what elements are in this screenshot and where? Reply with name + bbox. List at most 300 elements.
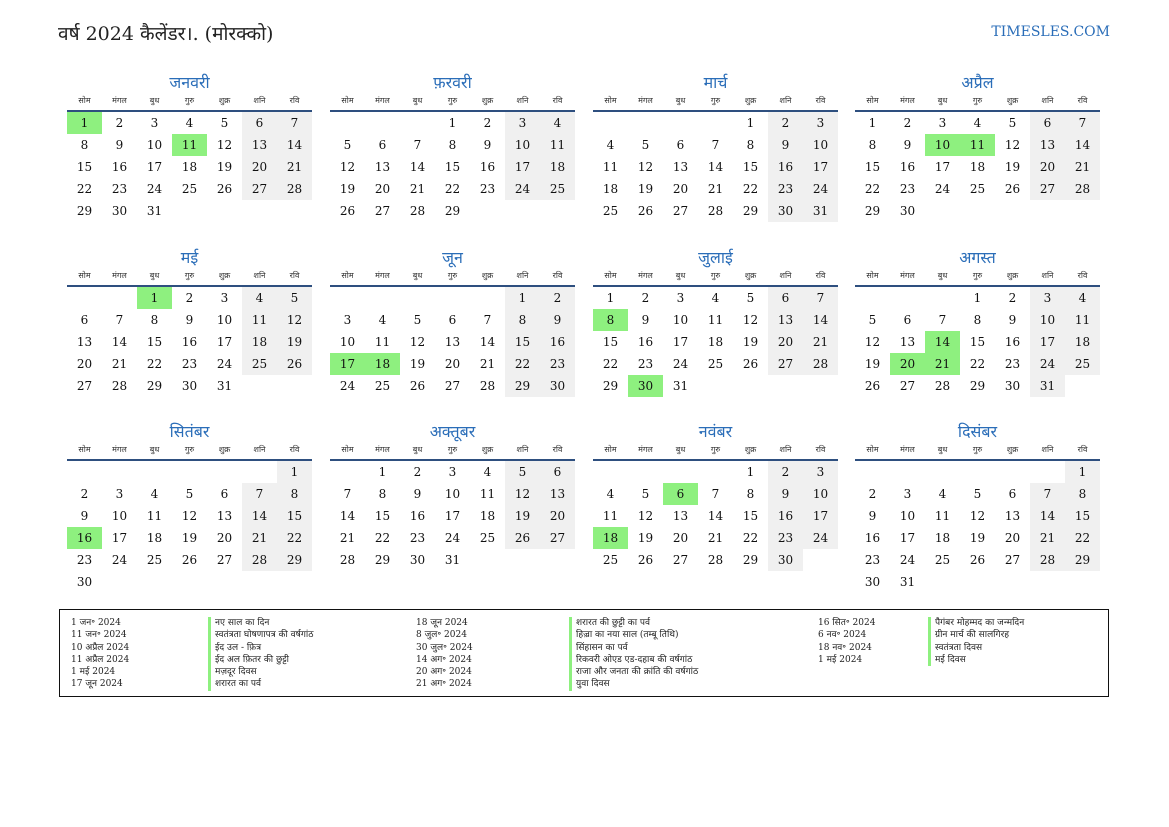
weekday-label: शुक्र xyxy=(1006,271,1019,280)
day-cell: 1 xyxy=(505,287,540,309)
day-cell: 22 xyxy=(1065,527,1100,549)
empty-cell xyxy=(172,461,207,483)
day-cell: 3 xyxy=(343,313,352,327)
day-cell: 3 xyxy=(115,487,124,501)
day-cell: 8 xyxy=(746,487,755,501)
day-cell: 26 xyxy=(216,182,233,196)
day-cell: 28 xyxy=(803,353,838,375)
day-cell: 7 xyxy=(1030,483,1065,505)
weekday-label: सोम xyxy=(604,271,617,280)
day-cell: 9 xyxy=(540,309,575,331)
day-cell: 4 xyxy=(606,487,615,501)
day-cell: 27 xyxy=(444,379,461,393)
day-cell: 4 xyxy=(242,287,277,309)
day-cell: 21 xyxy=(1030,527,1065,549)
day-cell: 22 xyxy=(742,182,759,196)
holiday-name: हिज़्रा का नया साल (तम्बू तिथि) xyxy=(569,629,698,641)
holiday-date: 18 जून 2024 xyxy=(416,618,468,628)
weekday-label: सोम xyxy=(78,96,91,105)
weekday-label: शनि xyxy=(253,271,266,280)
day-cell: 25 xyxy=(707,357,724,371)
month-name: अगस्त xyxy=(959,248,996,267)
days-grid xyxy=(330,287,575,397)
empty-cell xyxy=(330,461,365,483)
weekday-label: सोम xyxy=(341,96,354,105)
holiday-name: राजा और जनता की क्रांति की वर्षगांठ xyxy=(569,666,698,678)
day-cell: 1 xyxy=(746,465,755,479)
holiday-date: 8 जुल॰ 2024 xyxy=(416,630,467,641)
day-cell: 6 xyxy=(676,138,685,152)
holiday-date: 30 जुल॰ 2024 xyxy=(416,642,473,653)
day-cell: 7 xyxy=(711,138,720,152)
day-cell: 28 xyxy=(277,178,312,200)
day-cell: 13 xyxy=(242,134,277,156)
holiday-name: ईद उल - फ़ित्र xyxy=(208,642,314,654)
day-cell: 16 xyxy=(1004,335,1021,349)
month-block xyxy=(593,247,838,397)
day-cell: 2 xyxy=(903,116,912,130)
day-cell: 19 xyxy=(216,160,233,174)
day-cell: 6 xyxy=(903,313,912,327)
day-cell: 16 xyxy=(181,335,198,349)
day-cell: 26 xyxy=(742,357,759,371)
month-block xyxy=(855,421,1100,593)
day-cell: 18 xyxy=(479,509,496,523)
holiday-date: 17 जून 2024 xyxy=(71,679,123,690)
day-cell: 17 xyxy=(444,509,461,523)
day-cell: 11 xyxy=(479,487,496,501)
weekday-header xyxy=(855,269,1100,287)
empty-cell xyxy=(890,287,925,309)
day-cell: 29 xyxy=(602,379,619,393)
day-cell: 19 xyxy=(409,357,426,371)
day-cell: 15 xyxy=(374,509,391,523)
day-cell: 18 xyxy=(181,160,198,174)
day-cell: 20 xyxy=(672,531,689,545)
day-cell: 15 xyxy=(146,335,163,349)
day-cell: 9 xyxy=(185,313,194,327)
weekday-label: बुध xyxy=(675,96,686,105)
days-grid xyxy=(855,461,1100,593)
holiday-name: रिकवरी ओएड एड-दहाब की वर्षगांठ xyxy=(569,654,698,666)
empty-cell xyxy=(995,461,1030,483)
day-cell: 9 xyxy=(483,138,492,152)
holiday-name: ईद अल फ़ितर की छुट्टी xyxy=(208,654,314,666)
weekday-label: बुध xyxy=(149,96,160,105)
day-cell: 8 xyxy=(277,483,312,505)
day-cell: 3 xyxy=(903,487,912,501)
holiday-legend xyxy=(59,609,1109,697)
weekday-label: गुरु xyxy=(184,271,195,280)
weekday-label: शुक्र xyxy=(481,445,494,454)
month-name: अप्रैल xyxy=(961,73,994,92)
day-cell: 10 xyxy=(672,313,689,327)
day-cell: 11 xyxy=(707,313,724,327)
holiday-date: 20 अग॰ 2024 xyxy=(416,667,472,678)
day-cell: 31 xyxy=(146,204,163,218)
day-cell: 8 xyxy=(973,313,982,327)
day-cell: 16 xyxy=(899,160,916,174)
day-cell: 8 xyxy=(378,487,387,501)
holiday-date: 21 अग॰ 2024 xyxy=(416,679,472,690)
day-cell: 8 xyxy=(505,309,540,331)
day-cell: 25 xyxy=(374,379,391,393)
day-cell: 19 xyxy=(277,331,312,353)
day-cell: 23 xyxy=(1004,357,1021,371)
day-cell: 4 xyxy=(378,313,387,327)
day-cell: 11 xyxy=(934,509,951,523)
day-cell: 29 xyxy=(505,375,540,397)
weekday-header xyxy=(593,443,838,461)
day-cell: 14 xyxy=(479,335,496,349)
day-cell: 26 xyxy=(969,553,986,567)
day-cell: 22 xyxy=(742,531,759,545)
holiday-day-cell: 14 xyxy=(925,331,960,353)
weekday-label: शनि xyxy=(253,445,266,454)
day-cell: 30 xyxy=(899,204,916,218)
weekday-label: बुध xyxy=(149,445,160,454)
day-cell: 2 xyxy=(1008,291,1017,305)
day-cell: 4 xyxy=(150,487,159,501)
weekday-label: रवि xyxy=(289,445,300,454)
day-cell: 6 xyxy=(80,313,89,327)
weekday-label: सोम xyxy=(604,96,617,105)
empty-cell xyxy=(400,287,435,309)
weekday-label: शुक्र xyxy=(218,96,231,105)
empty-cell xyxy=(593,112,628,134)
day-cell: 3 xyxy=(1030,287,1065,309)
day-cell: 14 xyxy=(707,509,724,523)
day-cell: 19 xyxy=(969,531,986,545)
day-cell: 20 xyxy=(374,182,391,196)
day-cell: 12 xyxy=(864,335,881,349)
day-cell: 21 xyxy=(409,182,426,196)
day-cell: 11 xyxy=(602,509,619,523)
day-cell: 29 xyxy=(864,204,881,218)
day-cell: 24 xyxy=(216,357,233,371)
day-cell: 6 xyxy=(540,461,575,483)
day-cell: 17 xyxy=(672,335,689,349)
day-cell: 3 xyxy=(803,461,838,483)
day-cell: 14 xyxy=(339,509,356,523)
day-cell: 27 xyxy=(768,353,803,375)
day-cell: 5 xyxy=(1008,116,1017,130)
day-cell: 18 xyxy=(1065,331,1100,353)
weekday-header xyxy=(330,443,575,461)
weekday-label: गुरु xyxy=(447,445,458,454)
day-cell: 22 xyxy=(76,182,93,196)
empty-cell xyxy=(365,112,400,134)
empty-cell xyxy=(1030,461,1065,483)
day-cell: 12 xyxy=(637,160,654,174)
day-cell: 10 xyxy=(146,138,163,152)
day-cell: 18 xyxy=(934,531,951,545)
month-name: मार्च xyxy=(703,73,728,92)
day-cell: 1 xyxy=(606,291,615,305)
day-cell: 9 xyxy=(868,509,877,523)
day-cell: 1 xyxy=(378,465,387,479)
page-title: वर्ष 2024 कैलेंडर।. (मोरक्को) xyxy=(58,23,274,45)
day-cell: 27 xyxy=(216,553,233,567)
holiday-day-cell: 17 xyxy=(330,353,365,375)
days-grid xyxy=(67,112,312,222)
empty-cell xyxy=(330,287,365,309)
holiday-names-col-1 xyxy=(208,617,314,691)
weekday-label: बुध xyxy=(412,271,423,280)
day-cell: 27 xyxy=(672,553,689,567)
day-cell: 22 xyxy=(602,357,619,371)
day-cell: 9 xyxy=(903,138,912,152)
weekday-label: मंगल xyxy=(375,96,390,105)
day-cell: 20 xyxy=(540,505,575,527)
month-block xyxy=(593,72,838,222)
holiday-date: 6 नव॰ 2024 xyxy=(818,630,867,641)
day-cell: 8 xyxy=(448,138,457,152)
month-name: नवंबर xyxy=(698,422,733,441)
weekday-label: शुक्र xyxy=(218,445,231,454)
empty-cell xyxy=(365,287,400,309)
day-cell: 7 xyxy=(711,487,720,501)
day-cell: 23 xyxy=(637,357,654,371)
weekday-header xyxy=(67,94,312,112)
day-cell: 13 xyxy=(1030,134,1065,156)
holiday-day-cell: 20 xyxy=(890,353,925,375)
day-cell: 15 xyxy=(1065,505,1100,527)
day-cell: 15 xyxy=(277,505,312,527)
day-cell: 31 xyxy=(672,379,689,393)
day-cell: 22 xyxy=(374,531,391,545)
day-cell: 25 xyxy=(602,553,619,567)
day-cell: 27 xyxy=(672,204,689,218)
holiday-name: मई दिवस xyxy=(928,654,1024,666)
day-cell: 27 xyxy=(1004,553,1021,567)
weekday-label: गुरु xyxy=(184,445,195,454)
day-cell: 23 xyxy=(111,182,128,196)
weekday-label: सोम xyxy=(604,445,617,454)
weekday-label: रवि xyxy=(1077,96,1088,105)
day-cell: 5 xyxy=(343,138,352,152)
day-cell: 21 xyxy=(277,156,312,178)
weekday-label: बुध xyxy=(937,271,948,280)
day-cell: 4 xyxy=(711,291,720,305)
day-cell: 20 xyxy=(216,531,233,545)
month-block xyxy=(67,247,312,397)
days-grid xyxy=(593,112,838,222)
day-cell: 1 xyxy=(868,116,877,130)
day-cell: 16 xyxy=(768,156,803,178)
day-cell: 2 xyxy=(80,487,89,501)
day-cell: 22 xyxy=(146,357,163,371)
day-cell: 4 xyxy=(1065,287,1100,309)
weekday-label: सोम xyxy=(341,445,354,454)
day-cell: 19 xyxy=(637,531,654,545)
month-block xyxy=(67,72,312,222)
day-cell: 7 xyxy=(803,287,838,309)
day-cell: 29 xyxy=(277,549,312,571)
holiday-date: 11 जन॰ 2024 xyxy=(71,630,127,641)
weekday-label: मंगल xyxy=(112,445,127,454)
day-cell: 12 xyxy=(181,509,198,523)
days-grid xyxy=(855,287,1100,397)
day-cell: 11 xyxy=(1065,309,1100,331)
empty-cell xyxy=(435,287,470,309)
day-cell: 8 xyxy=(868,138,877,152)
empty-cell xyxy=(890,461,925,483)
day-cell: 16 xyxy=(111,160,128,174)
site-link[interactable]: TIMESLES.COM xyxy=(991,24,1110,40)
day-cell: 11 xyxy=(602,160,619,174)
day-cell: 10 xyxy=(216,313,233,327)
day-cell: 26 xyxy=(1004,182,1021,196)
day-cell: 30 xyxy=(1004,379,1021,393)
month-name: सितंबर xyxy=(169,422,210,441)
day-cell: 30 xyxy=(181,379,198,393)
month-block xyxy=(330,72,575,222)
day-cell: 5 xyxy=(220,116,229,130)
day-cell: 12 xyxy=(409,335,426,349)
day-cell: 6 xyxy=(220,487,229,501)
day-cell: 6 xyxy=(378,138,387,152)
day-cell: 23 xyxy=(864,553,881,567)
day-cell: 1 xyxy=(277,461,312,483)
day-cell: 25 xyxy=(969,182,986,196)
day-cell: 13 xyxy=(374,160,391,174)
day-cell: 14 xyxy=(1065,134,1100,156)
weekday-label: मंगल xyxy=(900,96,915,105)
day-cell: 28 xyxy=(111,379,128,393)
day-cell: 19 xyxy=(637,182,654,196)
month-block xyxy=(855,247,1100,397)
day-cell: 18 xyxy=(707,335,724,349)
day-cell: 22 xyxy=(505,353,540,375)
day-cell: 13 xyxy=(540,483,575,505)
day-cell: 26 xyxy=(339,204,356,218)
day-cell: 16 xyxy=(540,331,575,353)
day-cell: 29 xyxy=(444,204,461,218)
day-cell: 28 xyxy=(242,549,277,571)
holiday-date: 1 मई 2024 xyxy=(818,654,863,665)
day-cell: 12 xyxy=(277,309,312,331)
empty-cell xyxy=(663,461,698,483)
day-cell: 29 xyxy=(146,379,163,393)
weekday-label: शनि xyxy=(253,96,266,105)
day-cell: 5 xyxy=(868,313,877,327)
day-cell: 2 xyxy=(540,287,575,309)
day-cell: 23 xyxy=(479,182,496,196)
day-cell: 2 xyxy=(115,116,124,130)
day-cell: 25 xyxy=(602,204,619,218)
month-name: मई xyxy=(180,248,199,267)
empty-cell xyxy=(330,112,365,134)
day-cell: 7 xyxy=(483,313,492,327)
day-cell: 25 xyxy=(146,553,163,567)
holiday-day-cell: 30 xyxy=(628,375,663,397)
holiday-date: 14 अग॰ 2024 xyxy=(416,654,472,665)
weekday-label: रवि xyxy=(289,271,300,280)
day-cell: 15 xyxy=(742,160,759,174)
weekday-label: शनि xyxy=(516,271,529,280)
day-cell: 13 xyxy=(672,509,689,523)
holiday-name: स्वतंत्रता दिवस xyxy=(928,642,1024,654)
day-cell: 24 xyxy=(899,553,916,567)
holiday-date: 16 सित॰ 2024 xyxy=(818,618,876,628)
day-cell: 17 xyxy=(111,531,128,545)
weekday-label: शनि xyxy=(779,271,792,280)
day-cell: 20 xyxy=(242,156,277,178)
holiday-name: शरारत की छुट्टी का पर्व xyxy=(569,617,698,629)
weekday-label: शनि xyxy=(779,445,792,454)
month-name: अक्तूबर xyxy=(429,422,476,441)
day-cell: 17 xyxy=(216,335,233,349)
day-cell: 17 xyxy=(803,505,838,527)
day-cell: 13 xyxy=(1004,509,1021,523)
day-cell: 13 xyxy=(76,335,93,349)
weekday-label: शनि xyxy=(779,96,792,105)
day-cell: 8 xyxy=(80,138,89,152)
day-cell: 7 xyxy=(1065,112,1100,134)
day-cell: 5 xyxy=(277,287,312,309)
day-cell: 16 xyxy=(864,531,881,545)
month-block xyxy=(330,421,575,571)
day-cell: 26 xyxy=(864,379,881,393)
weekday-header xyxy=(330,94,575,112)
day-cell: 13 xyxy=(672,160,689,174)
day-cell: 29 xyxy=(76,204,93,218)
day-cell: 20 xyxy=(1004,531,1021,545)
day-cell: 3 xyxy=(803,112,838,134)
day-cell: 10 xyxy=(505,134,540,156)
day-cell: 28 xyxy=(934,379,951,393)
weekday-label: गुरु xyxy=(447,96,458,105)
day-cell: 7 xyxy=(938,313,947,327)
day-cell: 12 xyxy=(1004,138,1021,152)
day-cell: 21 xyxy=(707,531,724,545)
empty-cell xyxy=(67,287,102,309)
day-cell: 23 xyxy=(768,527,803,549)
day-cell: 30 xyxy=(540,375,575,397)
day-cell: 24 xyxy=(339,379,356,393)
day-cell: 7 xyxy=(115,313,124,327)
day-cell: 28 xyxy=(409,204,426,218)
day-cell: 4 xyxy=(973,116,982,130)
day-cell: 26 xyxy=(277,353,312,375)
weekday-label: शुक्र xyxy=(744,445,757,454)
weekday-label: मंगल xyxy=(900,445,915,454)
day-cell: 13 xyxy=(768,309,803,331)
weekday-label: बुध xyxy=(937,96,948,105)
day-cell: 13 xyxy=(899,335,916,349)
day-cell: 17 xyxy=(899,531,916,545)
day-cell: 29 xyxy=(742,553,759,567)
empty-cell xyxy=(698,461,733,483)
holiday-date: 1 मई 2024 xyxy=(71,667,116,678)
day-cell: 21 xyxy=(707,182,724,196)
holiday-day-cell: 1 xyxy=(67,112,102,134)
empty-cell xyxy=(102,287,137,309)
weekday-label: रवि xyxy=(1077,445,1088,454)
day-cell: 2 xyxy=(768,112,803,134)
day-cell: 27 xyxy=(76,379,93,393)
weekday-label: मंगल xyxy=(638,96,653,105)
weekday-label: मंगल xyxy=(375,445,390,454)
month-name: फ़रवरी xyxy=(433,73,472,92)
empty-cell xyxy=(663,112,698,134)
day-cell: 12 xyxy=(742,313,759,327)
weekday-label: शनि xyxy=(1041,271,1054,280)
day-cell: 20 xyxy=(76,357,93,371)
day-cell: 9 xyxy=(413,487,422,501)
weekday-label: मंगल xyxy=(112,271,127,280)
